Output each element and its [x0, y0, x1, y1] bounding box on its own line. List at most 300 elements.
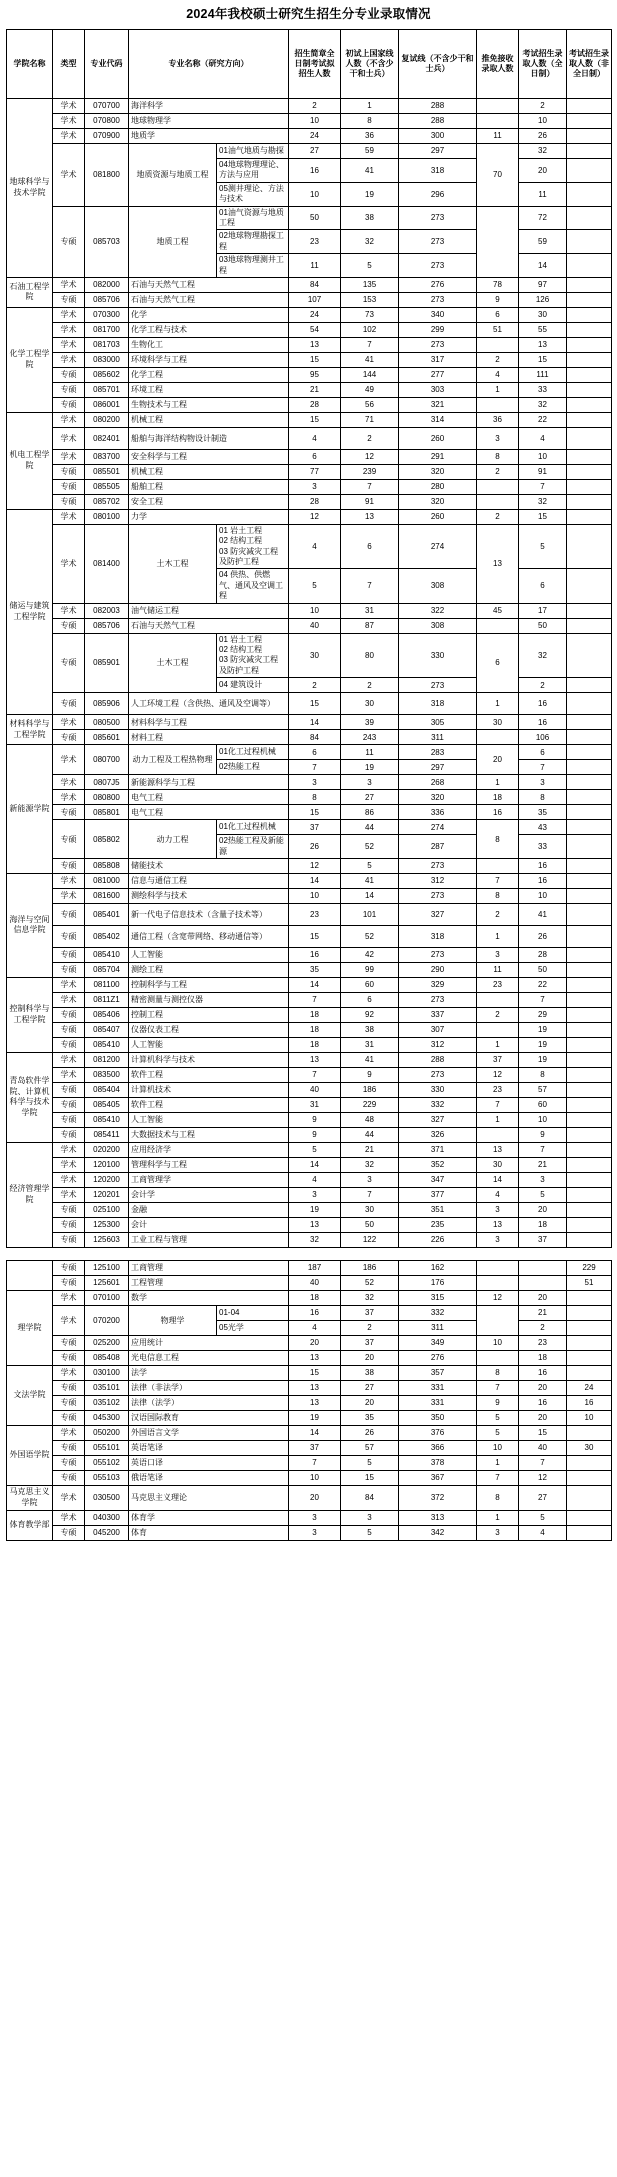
table-row — [7, 412, 612, 427]
major-code-cell: 125603 — [85, 1232, 129, 1247]
above-line-count-cell: 21 — [341, 1142, 399, 1157]
retest-line-cell: 320 — [399, 494, 477, 509]
major-name-cell: 生物技术与工程 — [129, 397, 289, 412]
table-row — [7, 805, 612, 820]
admit-fulltime-cell: 41 — [519, 903, 567, 925]
major-name-cell: 俄语笔译 — [129, 1470, 289, 1485]
type-cell: 学术 — [53, 992, 85, 1007]
plan-count-cell: 12 — [289, 858, 341, 873]
major-code-cell: 080500 — [85, 715, 129, 730]
admit-parttime-cell — [567, 352, 612, 367]
admit-fulltime-cell: 7 — [519, 479, 567, 494]
major-name-cell: 软件工程 — [129, 1067, 289, 1082]
type-cell: 学术 — [53, 509, 85, 524]
above-line-count-cell: 73 — [341, 307, 399, 322]
major-code-cell: 040300 — [85, 1510, 129, 1525]
exempt-count-cell — [477, 1127, 519, 1142]
major-code-cell: 082401 — [85, 427, 129, 449]
type-cell: 学术 — [53, 307, 85, 322]
plan-count-cell: 7 — [289, 992, 341, 1007]
retest-line-cell: 274 — [399, 524, 477, 569]
above-line-count-cell: 26 — [341, 1425, 399, 1440]
plan-count-cell: 30 — [289, 633, 341, 678]
exempt-count-cell: 45 — [477, 603, 519, 618]
above-line-count-cell: 36 — [341, 129, 399, 144]
admit-fulltime-cell: 3 — [519, 775, 567, 790]
plan-count-cell: 11 — [289, 254, 341, 278]
college-name-cell: 理学院 — [7, 1290, 53, 1365]
retest-line-cell: 235 — [399, 1217, 477, 1232]
retest-line-cell: 352 — [399, 1157, 477, 1172]
plan-count-cell: 4 — [289, 1172, 341, 1187]
major-code-cell: 070900 — [85, 129, 129, 144]
retest-line-cell: 273 — [399, 678, 477, 693]
exempt-count-cell: 11 — [477, 129, 519, 144]
major-code-cell: 085706 — [85, 618, 129, 633]
type-cell: 学术 — [53, 873, 85, 888]
above-line-count-cell: 243 — [341, 730, 399, 745]
table-row — [7, 382, 612, 397]
retest-line-cell: 273 — [399, 858, 477, 873]
exempt-count-cell — [477, 730, 519, 745]
major-name-cell: 电气工程 — [129, 805, 289, 820]
type-cell: 专硕 — [53, 1037, 85, 1052]
type-cell: 学术 — [53, 888, 85, 903]
table-row — [7, 449, 612, 464]
research-direction-cell: 02热能工程 — [217, 760, 289, 775]
admit-parttime-cell — [567, 412, 612, 427]
type-cell: 学术 — [53, 1052, 85, 1067]
type-cell: 专硕 — [53, 1275, 85, 1290]
admit-parttime-cell — [567, 790, 612, 805]
table-row — [7, 307, 612, 322]
major-name-cell: 测绘工程 — [129, 962, 289, 977]
table-row — [7, 888, 612, 903]
table-row — [7, 1395, 612, 1410]
major-code-cell: 050200 — [85, 1425, 129, 1440]
retest-line-cell: 311 — [399, 730, 477, 745]
type-cell: 专硕 — [53, 805, 85, 820]
retest-line-cell: 288 — [399, 114, 477, 129]
admit-parttime-cell — [567, 977, 612, 992]
admit-parttime-cell: 16 — [567, 1395, 612, 1410]
above-line-count-cell: 41 — [341, 352, 399, 367]
major-code-cell: 081600 — [85, 888, 129, 903]
table-row — [7, 1365, 612, 1380]
admit-fulltime-cell: 14 — [519, 254, 567, 278]
admit-parttime-cell — [567, 745, 612, 760]
admit-parttime-cell — [567, 730, 612, 745]
major-name-cell: 安全科学与工程 — [129, 449, 289, 464]
exempt-count-cell: 3 — [477, 1202, 519, 1217]
admit-parttime-cell — [567, 1425, 612, 1440]
admit-fulltime-cell: 2 — [519, 1320, 567, 1335]
exempt-count-cell: 16 — [477, 805, 519, 820]
table-row — [7, 790, 612, 805]
admit-fulltime-cell: 20 — [519, 1290, 567, 1305]
major-name-cell: 动力工程 — [129, 820, 217, 859]
major-code-cell: 120200 — [85, 1172, 129, 1187]
exempt-count-cell: 8 — [477, 888, 519, 903]
above-line-count-cell: 19 — [341, 760, 399, 775]
admit-parttime-cell — [567, 182, 612, 206]
admit-fulltime-cell: 126 — [519, 292, 567, 307]
major-code-cell: 085906 — [85, 693, 129, 715]
type-cell: 专硕 — [53, 1380, 85, 1395]
retest-line-cell: 280 — [399, 479, 477, 494]
major-name-cell: 石油与天然气工程 — [129, 277, 289, 292]
type-cell: 专硕 — [53, 1395, 85, 1410]
major-name-cell: 控制工程 — [129, 1007, 289, 1022]
retest-line-cell: 327 — [399, 903, 477, 925]
plan-count-cell: 3 — [289, 775, 341, 790]
exempt-count-cell — [477, 479, 519, 494]
type-cell: 专硕 — [53, 494, 85, 509]
major-code-cell: 085405 — [85, 1097, 129, 1112]
retest-line-cell: 318 — [399, 159, 477, 183]
major-name-cell: 石油与天然气工程 — [129, 618, 289, 633]
type-cell: 学术 — [53, 790, 85, 805]
exempt-count-cell: 2 — [477, 464, 519, 479]
admit-parttime-cell — [567, 129, 612, 144]
table-row — [7, 1217, 612, 1232]
above-line-count-cell: 135 — [341, 277, 399, 292]
major-code-cell: 085410 — [85, 947, 129, 962]
retest-line-cell: 321 — [399, 397, 477, 412]
retest-line-cell: 299 — [399, 322, 477, 337]
type-cell: 专硕 — [53, 367, 85, 382]
type-cell: 学术 — [53, 412, 85, 427]
admit-fulltime-cell: 18 — [519, 1217, 567, 1232]
table-row — [7, 292, 612, 307]
type-cell: 专硕 — [53, 633, 85, 693]
admit-fulltime-cell: 7 — [519, 760, 567, 775]
admit-fulltime-cell: 16 — [519, 873, 567, 888]
plan-count-cell: 9 — [289, 1127, 341, 1142]
admit-fulltime-cell: 4 — [519, 427, 567, 449]
type-cell: 专硕 — [53, 464, 85, 479]
plan-count-cell: 18 — [289, 1022, 341, 1037]
plan-count-cell: 23 — [289, 230, 341, 254]
above-line-count-cell: 87 — [341, 618, 399, 633]
admit-parttime-cell — [567, 925, 612, 947]
admit-parttime-cell — [567, 903, 612, 925]
retest-line-cell: 347 — [399, 1172, 477, 1187]
major-code-cell: 055102 — [85, 1455, 129, 1470]
research-direction-cell: 02地球物理勘探工程 — [217, 230, 289, 254]
above-line-count-cell: 38 — [341, 1365, 399, 1380]
admit-parttime-cell — [567, 449, 612, 464]
exempt-count-cell: 1 — [477, 1112, 519, 1127]
college-name-cell: 青岛软件学院、计算机科学与技术学院 — [7, 1052, 53, 1142]
table-row — [7, 277, 612, 292]
exempt-count-cell: 2 — [477, 352, 519, 367]
admit-fulltime-cell: 40 — [519, 1440, 567, 1455]
retest-line-cell: 297 — [399, 760, 477, 775]
admit-parttime-cell — [567, 114, 612, 129]
type-cell: 专硕 — [53, 1260, 85, 1275]
type-cell: 专硕 — [53, 1440, 85, 1455]
major-name-cell: 马克思主义理论 — [129, 1485, 289, 1510]
above-line-count-cell: 13 — [341, 509, 399, 524]
major-name-cell: 船舶与海洋结构物设计制造 — [129, 427, 289, 449]
admit-fulltime-cell: 19 — [519, 1022, 567, 1037]
header-college: 学院名称 — [7, 30, 53, 99]
header-code: 专业代码 — [85, 30, 129, 99]
major-code-cell: 085703 — [85, 206, 129, 277]
above-line-count-cell: 39 — [341, 715, 399, 730]
table-row — [7, 775, 612, 790]
retest-line-cell: 378 — [399, 1455, 477, 1470]
exempt-count-cell: 1 — [477, 693, 519, 715]
above-line-count-cell: 59 — [341, 144, 399, 159]
above-line-count-cell: 5 — [341, 254, 399, 278]
plan-count-cell: 15 — [289, 693, 341, 715]
admit-parttime-cell — [567, 1142, 612, 1157]
table-row — [7, 352, 612, 367]
admit-parttime-cell — [567, 254, 612, 278]
plan-count-cell: 14 — [289, 977, 341, 992]
above-line-count-cell: 144 — [341, 367, 399, 382]
retest-line-cell: 318 — [399, 925, 477, 947]
above-line-count-cell: 41 — [341, 873, 399, 888]
major-name-cell: 油气储运工程 — [129, 603, 289, 618]
header-exempt: 推免接收录取人数 — [477, 30, 519, 99]
table-row — [7, 1157, 612, 1172]
table-row — [7, 367, 612, 382]
plan-count-cell: 3 — [289, 1510, 341, 1525]
type-cell: 学术 — [53, 1425, 85, 1440]
above-line-count-cell: 44 — [341, 1127, 399, 1142]
retest-line-cell: 308 — [399, 618, 477, 633]
exempt-count-cell: 70 — [477, 144, 519, 207]
retest-line-cell: 342 — [399, 1525, 477, 1540]
exempt-count-cell: 51 — [477, 322, 519, 337]
type-cell: 学术 — [53, 144, 85, 207]
table-row — [7, 322, 612, 337]
table-row — [7, 397, 612, 412]
admit-fulltime-cell: 30 — [519, 307, 567, 322]
type-cell: 学术 — [53, 1172, 85, 1187]
major-code-cell: 085701 — [85, 382, 129, 397]
major-code-cell: 120201 — [85, 1187, 129, 1202]
exempt-count-cell: 1 — [477, 775, 519, 790]
exempt-count-cell: 8 — [477, 449, 519, 464]
type-cell: 专硕 — [53, 1202, 85, 1217]
admit-parttime-cell — [567, 1455, 612, 1470]
above-line-count-cell: 52 — [341, 835, 399, 859]
major-code-cell: 070800 — [85, 114, 129, 129]
table-row — [7, 1037, 612, 1052]
exempt-count-cell: 13 — [477, 524, 519, 603]
type-cell: 学术 — [53, 449, 85, 464]
major-name-cell: 工程管理 — [129, 1275, 289, 1290]
admit-parttime-cell — [567, 1217, 612, 1232]
exempt-count-cell: 9 — [477, 292, 519, 307]
research-direction-cell: 05光学 — [217, 1320, 289, 1335]
table-row — [7, 129, 612, 144]
plan-count-cell: 2 — [289, 678, 341, 693]
plan-count-cell: 2 — [289, 99, 341, 114]
major-name-cell: 精密测量与测控仪器 — [129, 992, 289, 1007]
admit-fulltime-cell: 5 — [519, 524, 567, 569]
plan-count-cell: 15 — [289, 352, 341, 367]
retest-line-cell: 226 — [399, 1232, 477, 1247]
major-code-cell: 085411 — [85, 1127, 129, 1142]
above-line-count-cell: 60 — [341, 977, 399, 992]
major-code-cell: 085407 — [85, 1022, 129, 1037]
above-line-count-cell: 37 — [341, 1305, 399, 1320]
major-name-cell: 储能技术 — [129, 858, 289, 873]
retest-line-cell: 351 — [399, 1202, 477, 1217]
admit-fulltime-cell: 16 — [519, 715, 567, 730]
above-line-count-cell: 186 — [341, 1260, 399, 1275]
plan-count-cell: 6 — [289, 745, 341, 760]
retest-line-cell: 372 — [399, 1485, 477, 1510]
plan-count-cell: 24 — [289, 307, 341, 322]
type-cell: 专硕 — [53, 1112, 85, 1127]
retest-line-cell: 312 — [399, 1037, 477, 1052]
major-code-cell: 085505 — [85, 479, 129, 494]
major-code-cell: 085406 — [85, 1007, 129, 1022]
plan-count-cell: 4 — [289, 427, 341, 449]
plan-count-cell: 40 — [289, 1082, 341, 1097]
admit-fulltime-cell: 2 — [519, 678, 567, 693]
plan-count-cell: 13 — [289, 1380, 341, 1395]
retest-line-cell: 303 — [399, 382, 477, 397]
admit-parttime-cell — [567, 888, 612, 903]
above-line-count-cell: 84 — [341, 1485, 399, 1510]
admit-parttime-cell — [567, 382, 612, 397]
exempt-count-cell: 30 — [477, 1157, 519, 1172]
college-name-cell: 地球科学与技术学院 — [7, 99, 53, 278]
major-code-cell: 0807J5 — [85, 775, 129, 790]
above-line-count-cell: 42 — [341, 947, 399, 962]
admit-fulltime-cell: 11 — [519, 182, 567, 206]
above-line-count-cell: 2 — [341, 427, 399, 449]
table-row — [7, 1380, 612, 1395]
above-line-count-cell: 11 — [341, 745, 399, 760]
college-name-cell: 控制科学与工程学院 — [7, 977, 53, 1052]
admit-fulltime-cell: 15 — [519, 1425, 567, 1440]
major-name-cell: 会计学 — [129, 1187, 289, 1202]
plan-count-cell: 16 — [289, 947, 341, 962]
major-code-cell: 085601 — [85, 730, 129, 745]
admit-fulltime-cell: 17 — [519, 603, 567, 618]
admit-parttime-cell — [567, 1525, 612, 1540]
exempt-count-cell: 8 — [477, 820, 519, 859]
table-row — [7, 494, 612, 509]
type-cell: 专硕 — [53, 1350, 85, 1365]
exempt-count-cell: 12 — [477, 1067, 519, 1082]
major-code-cell: 085401 — [85, 903, 129, 925]
plan-count-cell: 35 — [289, 962, 341, 977]
admit-parttime-cell — [567, 1112, 612, 1127]
above-line-count-cell: 101 — [341, 903, 399, 925]
exempt-count-cell: 3 — [477, 1232, 519, 1247]
plan-count-cell: 7 — [289, 1455, 341, 1470]
plan-count-cell: 18 — [289, 1290, 341, 1305]
retest-line-cell: 268 — [399, 775, 477, 790]
college-name-cell: 外国语学院 — [7, 1425, 53, 1485]
admit-parttime-cell — [567, 858, 612, 873]
above-line-count-cell: 14 — [341, 888, 399, 903]
type-cell: 学术 — [53, 715, 85, 730]
table-row — [7, 745, 612, 760]
retest-line-cell: 273 — [399, 254, 477, 278]
research-direction-cell: 02热能工程及新能源 — [217, 835, 289, 859]
type-cell: 专硕 — [53, 1470, 85, 1485]
retest-line-cell: 307 — [399, 1022, 477, 1037]
admit-parttime-cell — [567, 1172, 612, 1187]
major-name-cell: 材料工程 — [129, 730, 289, 745]
admit-fulltime-cell: 32 — [519, 144, 567, 159]
major-code-cell: 025200 — [85, 1335, 129, 1350]
admit-fulltime-cell: 16 — [519, 1395, 567, 1410]
exempt-count-cell: 7 — [477, 873, 519, 888]
exempt-count-cell: 23 — [477, 977, 519, 992]
above-line-count-cell: 41 — [341, 1052, 399, 1067]
above-line-count-cell: 41 — [341, 159, 399, 183]
plan-count-cell: 13 — [289, 1395, 341, 1410]
exempt-count-cell: 5 — [477, 1425, 519, 1440]
admit-fulltime-cell: 26 — [519, 129, 567, 144]
admit-fulltime-cell: 91 — [519, 464, 567, 479]
admit-fulltime-cell: 50 — [519, 618, 567, 633]
table-row — [7, 1425, 612, 1440]
above-line-count-cell: 7 — [341, 1187, 399, 1202]
major-name-cell: 电气工程 — [129, 790, 289, 805]
major-code-cell: 055101 — [85, 1440, 129, 1455]
above-line-count-cell: 122 — [341, 1232, 399, 1247]
plan-count-cell: 10 — [289, 182, 341, 206]
plan-count-cell: 28 — [289, 397, 341, 412]
research-direction-cell: 01-04 — [217, 1305, 289, 1320]
above-line-count-cell: 30 — [341, 693, 399, 715]
table-row — [7, 464, 612, 479]
major-name-cell: 体育 — [129, 1525, 289, 1540]
college-name-cell: 海洋与空间信息学院 — [7, 873, 53, 977]
exempt-count-cell — [477, 1022, 519, 1037]
admit-fulltime-cell: 10 — [519, 449, 567, 464]
plan-count-cell: 31 — [289, 1097, 341, 1112]
exempt-count-cell: 3 — [477, 427, 519, 449]
admit-fulltime-cell: 19 — [519, 1037, 567, 1052]
exempt-count-cell: 30 — [477, 715, 519, 730]
major-name-cell: 安全工程 — [129, 494, 289, 509]
retest-line-cell: 314 — [399, 412, 477, 427]
retest-line-cell: 371 — [399, 1142, 477, 1157]
admit-fulltime-cell: 21 — [519, 1157, 567, 1172]
retest-line-cell: 176 — [399, 1275, 477, 1290]
above-line-count-cell: 99 — [341, 962, 399, 977]
admit-fulltime-cell: 33 — [519, 382, 567, 397]
above-line-count-cell: 8 — [341, 114, 399, 129]
above-line-count-cell: 6 — [341, 524, 399, 569]
plan-count-cell: 84 — [289, 730, 341, 745]
plan-count-cell: 20 — [289, 1485, 341, 1510]
table-row — [7, 1112, 612, 1127]
retest-line-cell: 326 — [399, 1127, 477, 1142]
retest-line-cell: 305 — [399, 715, 477, 730]
major-name-cell: 材料科学与工程 — [129, 715, 289, 730]
retest-line-cell: 340 — [399, 307, 477, 322]
table-row — [7, 427, 612, 449]
admissions-table-part2 — [6, 1260, 612, 1541]
table-row — [7, 1127, 612, 1142]
exempt-count-cell: 78 — [477, 277, 519, 292]
major-code-cell: 080200 — [85, 412, 129, 427]
